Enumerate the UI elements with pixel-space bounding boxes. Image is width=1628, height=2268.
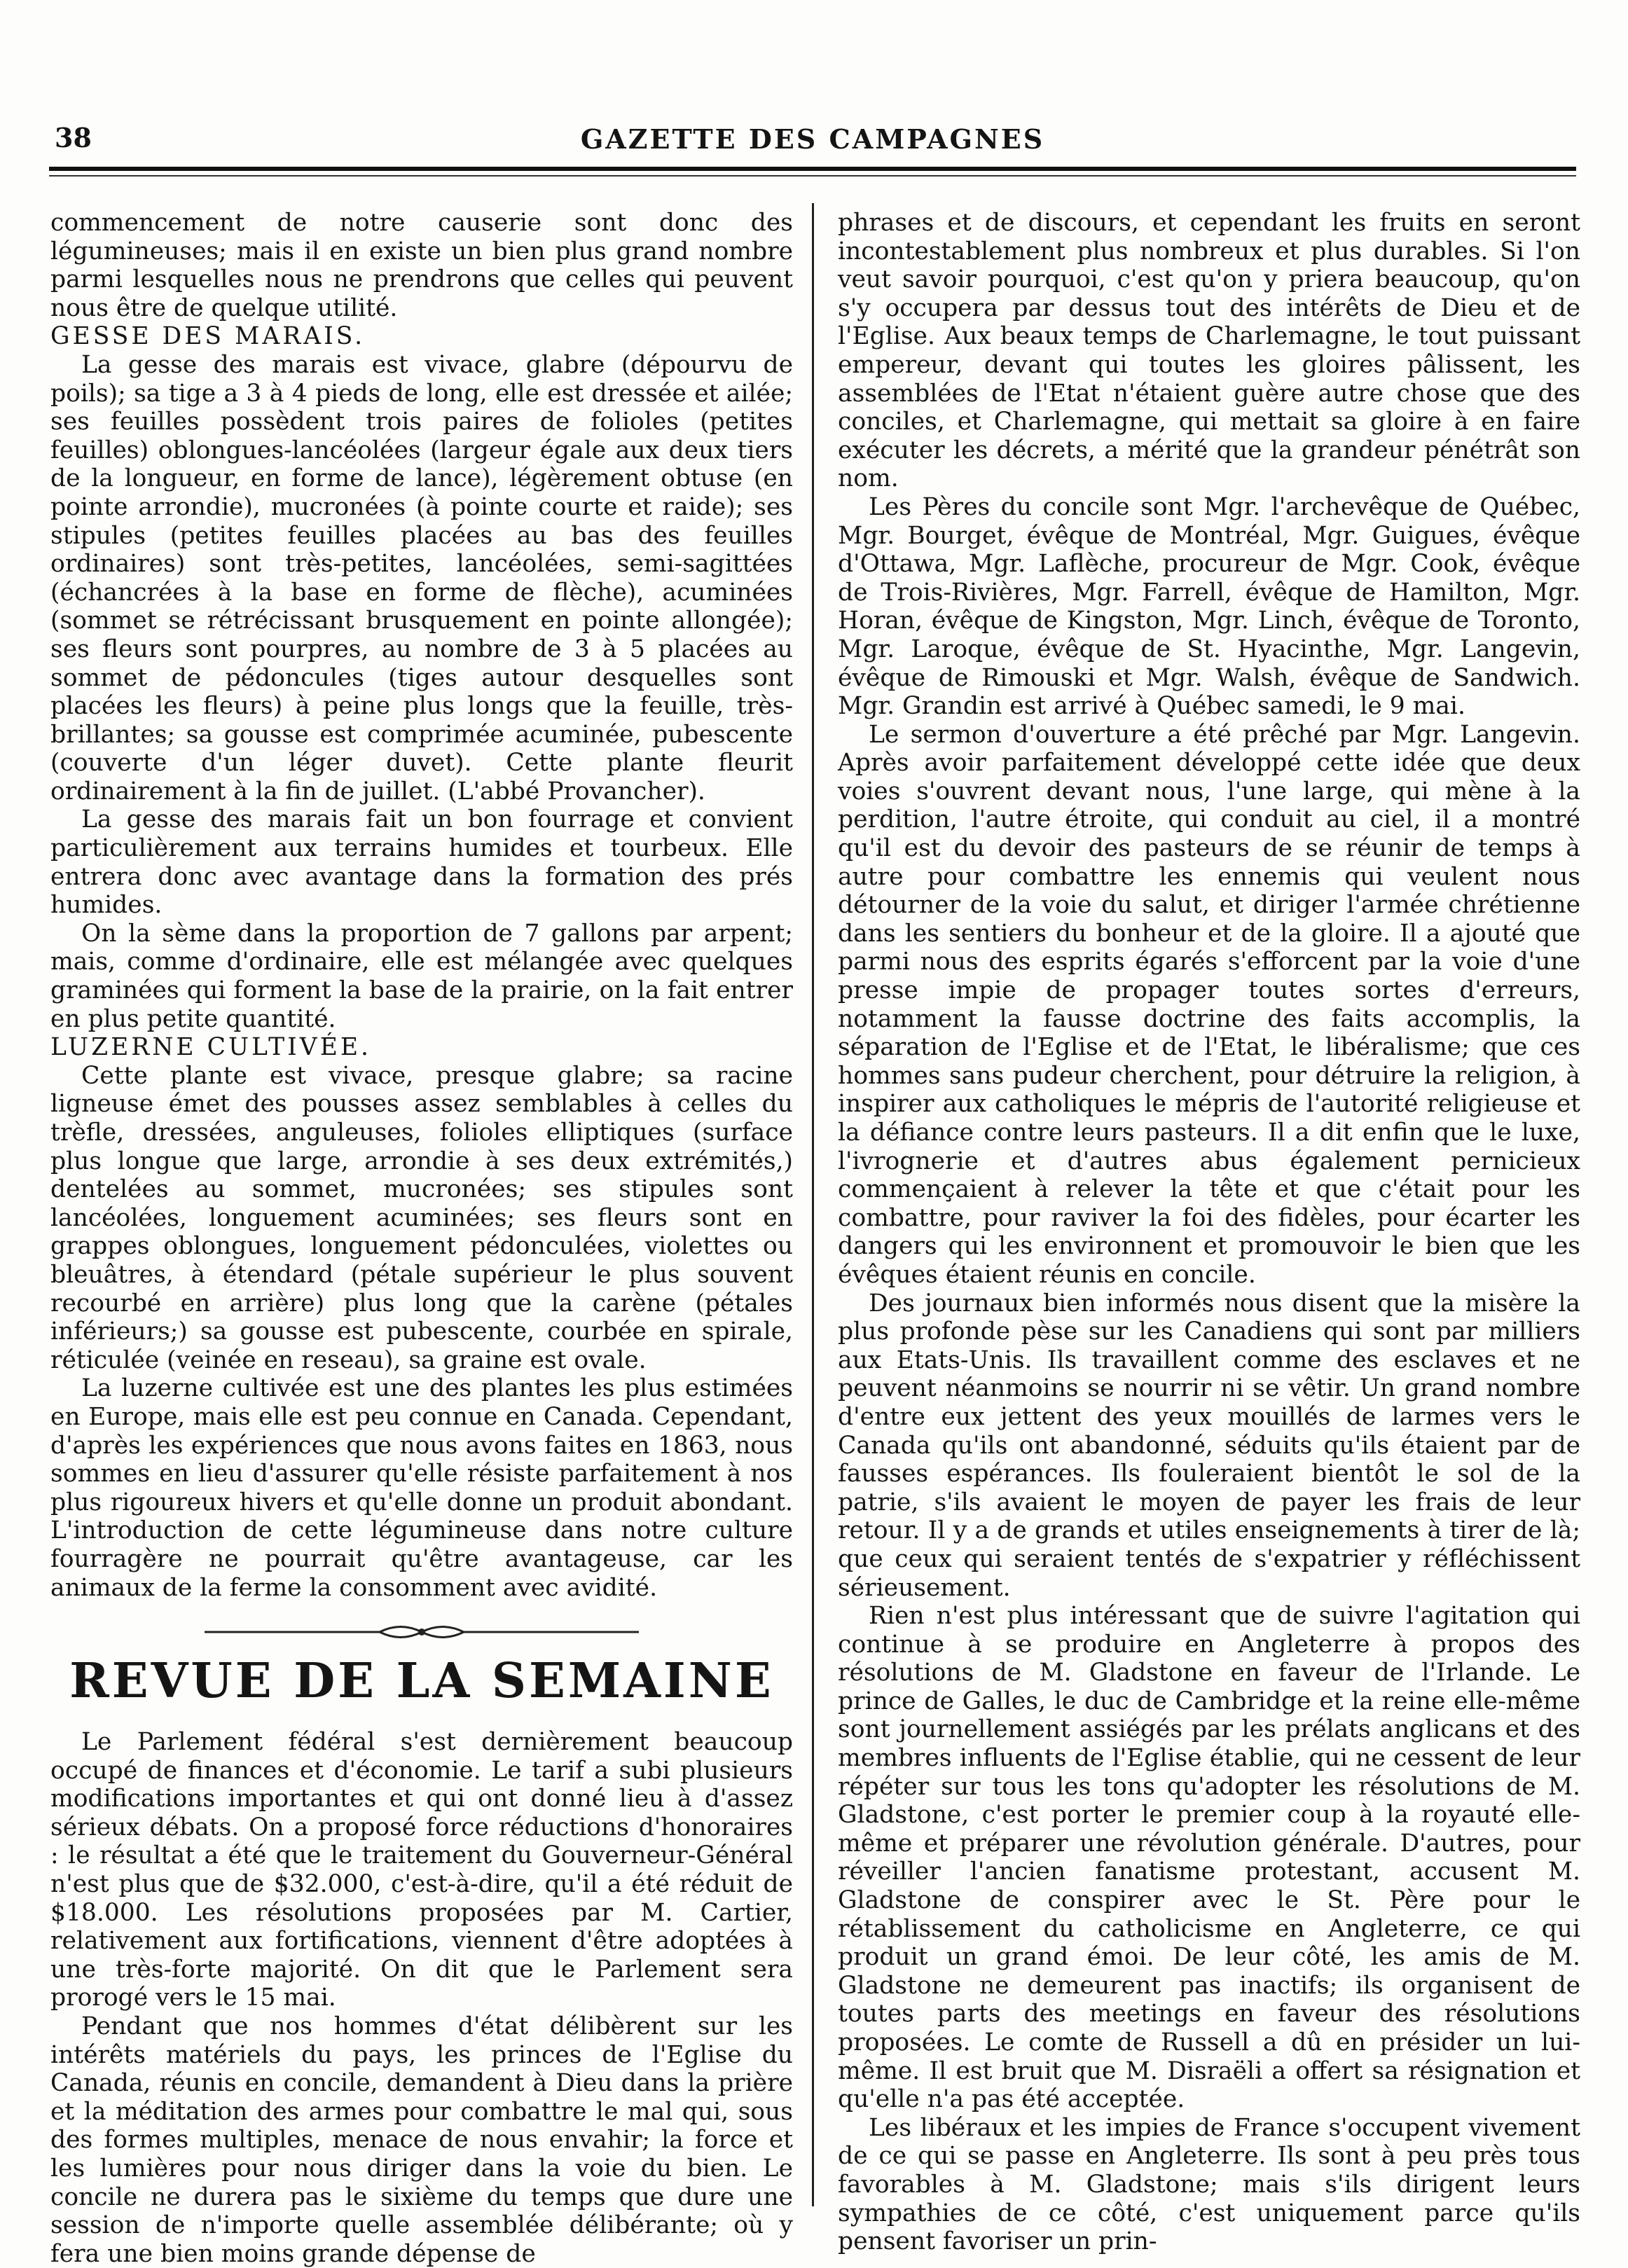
paragraph: La luzerne cultivée est une des plantes les plus estimées en Europe, mais elle est peu connue en Canada. Cependant, d'après les expériences que nous avons faites en 1863, nous sommes en lieu d'assurer qu'elle résiste parfaitement à nos plus rigoureux hivers et qu'elle donne un produit abondant. L'introduction de cette légumineuse dans notre culture fourragère ne pourrait qu'être avantageuse, car les animaux de la ferme la consomment avec avidité.	[50, 1374, 793, 1602]
subheading-gesse-des-marais: GESSE DES MARAIS.	[50, 322, 366, 351]
section-title: REVUE DE LA SEMAINE	[69, 1653, 774, 1710]
header-rule-thin	[49, 175, 1576, 177]
paragraph: On la sème dans la proportion de 7 gallons par arpent; mais, comme d'ordinaire, elle est mélangée avec quelques graminées qui forment la base de la prairie, on la fait entrer en plus petite quantité.	[50, 919, 793, 1033]
paragraph: Les Pères du concile sont Mgr. l'archevêque de Québec, Mgr. Bourget, évêque de Montréal, Mgr. Guigues, évêque d'Ottawa, Mgr. Laflèche, procureur de Mgr. Cook, évêque de Trois-Rivières, Mgr. Farrell, évêque de Hamilton, Mgr. Horan, évêque de Kingston, Mgr. Linch, évêque de Toronto, Mgr. Laroque, évêque de St. Hyacinthe, Mgr. Langevin, évêque de Rimouski et Mgr. Walsh, évêque de Sandwich. Mgr. Grandin est arrivé à Québec samedi, le 9 mai.	[838, 492, 1580, 721]
header-rule-thick	[49, 167, 1576, 171]
left-column	[50, 209, 793, 2268]
paragraph: La gesse des marais est vivace, glabre (dépourvu de poils); sa tige a 3 à 4 pieds de long, elle est dressée et ailée; ses feuilles possèdent trois paires de folioles (petites feuilles) oblongues-lancéolées (largeur égale aux deux tiers de la longueur, en forme de lance), légèrement obtuse (en pointe arrondie), mucronées (à pointe courte et raide); ses stipules (petites feuilles placées au bas des feuilles ordinaires) sont très-petites, lancéolées, semi-sagittées (échancrées à la base en forme de flèche), acuminées (sommet se rétrécissant brusquement en pointe allongée); ses fleurs sont pourpres, au nombre de 3 à 5 placées au sommet de pédoncules (tiges autour desquelles sont placées les fleurs) à peine plus longs que la feuille, très-brillantes; sa gousse est comprimée acuminée, pubescente (couverte d'un léger duvet). Cette plante fleurit ordinairement à la fin de juillet. (L'abbé Provancher).	[50, 350, 793, 805]
paragraph: Rien n'est plus intéressant que de suivre l'agitation qui continue à se produire en Angleterre à propos des résolutions de M. Gladstone en faveur de l'Irlande. Le prince de Galles, le duc de Cambridge et la reine elle-même sont journellement assiégés par les prélats anglicans et des membres influents de l'Eglise établie, qui ne cessent de leur répéter sur tous les tons qu'adopter les résolutions de M. Gladstone, c'est porter le premier coup à la royauté elle-même et préparer une révolution générale. D'autres, pour réveiller l'ancien fanatisme protestant, accusent M. Gladstone de conspirer avec le St. Père pour le rétablissement du catholicisme en Angleterre, ce qui produit un grand émoi. De leur côté, les amis de M. Gladstone ne demeurent pas inactifs; ils organisent de toutes parts des meetings en faveur des résolutions proposées. Le comte de Russell a dû en présider un lui-même. Il est bruit que M. Disraëli a offert sa résignation et qu'elle n'a pas été acceptée.	[838, 1602, 1580, 2114]
paragraph: La gesse des marais fait un bon fourrage et convient particulièrement aux terrains humides et tourbeux. Elle entrera donc avec avantage dans la formation des prés humides.	[50, 805, 793, 920]
paragraph: Le Parlement fédéral s'est dernièrement beaucoup occupé de finances et d'économie. Le tarif a subi plusieurs modifications importantes et qui ont donné lieu à d'assez sérieux débats. On a proposé force réductions d'honoraires : le résultat a été que le traitement du Gouverneur-Général n'est plus que de $32.000, c'est-à-dire, qu'il a été réduit de $18.000. Les résolutions proposées par M. Cartier, relativement aux fortifications, viennent d'être adoptées à une très-forte majorité. On dit que le Parlement sera prorogé vers le 15 mai.	[50, 1728, 793, 2012]
page-header	[49, 120, 1576, 163]
column-divider	[812, 203, 814, 2206]
paragraph: commencement de notre causerie sont donc des légumineuses; mais il en existe un bien plus grand nombre parmi lesquelles nous ne prendrons que celles qui peuvent nous être de quelque utilité.	[50, 209, 793, 322]
ornament-divider-icon	[205, 1622, 639, 1643]
paragraph: Les libéraux et les impies de France s'occupent vivement de ce qui se passe en Angleterre. Ils sont à peu près tous favorables à M. Gladstone; mais s'ils dirigent leurs sympathies de ce côté, c'est uniquement parce qu'ils pensent favoriser un prin-	[838, 2113, 1580, 2256]
running-title: GAZETTE DES CAMPAGNES	[580, 123, 1045, 155]
paragraph: Des journaux bien informés nous disent que la misère la plus profonde pèse sur les Canadiens qui sont par milliers aux Etats-Unis. Ils travaillent comme des esclaves et ne peuvent néanmoins se nourrir ni se vêtir. Un grand nombre d'entre eux jettent des yeux mouillés de larmes vers le Canada qu'ils ont abandonné, séduits qu'ils étaient par de fausses espérances. Ils fouleraient bientôt le sol de la patrie, s'ils avaient le moyen de payer les frais de leur retour. Il y a de grands et utiles enseignements à tirer de là; que ceux qui seraient tentés de s'expatrier y réfléchissent sérieusement.	[838, 1289, 1580, 1602]
right-column	[838, 209, 1580, 2256]
paragraph: Le sermon d'ouverture a été prêché par Mgr. Langevin. Après avoir parfaitement développé cette idée que deux voies s'ouvrent devant nous, l'une large, qui mène à la perdition, l'autre étroite, qui conduit au ciel, il a montré qu'il est du devoir des pasteurs de se réunir de temps à autre pour combattre les ennemis qui veulent nous détourner de la voie du salut, et diriger l'armée chrétienne dans les sentiers du bonheur et de la gloire. Il a ajouté que parmi nous des esprits égarés s'efforcent par la voie d'une presse impie de propager toutes sortes d'erreurs, notamment la fausse doctrine des faits accomplis, la séparation de l'Eglise et de l'Etat, le libéralisme; que ces hommes sans pudeur cherchent, pour détruire la religion, à inspirer aux catholiques le mépris de l'autorité religieuse et la défiance contre leurs pasteurs. Il a dit enfin que le luxe, l'ivrognerie et d'autres abus également pernicieux commençaient à relever la tête et que c'était pour les combattre, pour raviver la foi des fidèles, pour écarter les dangers qui les environnent et promouvoir le bien que les évêques étaient réunis en concile.	[838, 720, 1580, 1289]
paragraph: Pendant que nos hommes d'état délibèrent sur les intérêts matériels du pays, les princes de l'Eglise du Canada, réunis en concile, demandent à Dieu dans la prière et la méditation des armes pour combattre le mal qui, sous des formes multiples, menace de nous envahir; la force et les lumières pour nous diriger dans la voie du bien. Le concile ne durera pas le sixième du temps que dure une session de n'importe quelle assemblée délibérante; où y fera une bien moins grande dépense de	[50, 2012, 793, 2268]
page-number: 38	[55, 122, 92, 153]
ornamental-rule	[205, 1622, 639, 1643]
paragraph: phrases et de discours, et cependant les fruits en seront incontestablement plus nombreux et plus durables. Si l'on veut savoir pourquoi, c'est qu'on y priera beaucoup, qu'on s'y occupera par dessus tout des intérêts de Dieu et de l'Eglise. Aux beaux temps de Charlemagne, le tout puissant empereur, devant qui toutes les gloires pâlissent, les assemblées de l'Etat n'étaient guère autre chose que des conciles, et Charlemagne, qui mettait sa gloire à en faire exécuter les décrets, a mérité que la grandeur pénétrât son nom.	[838, 209, 1580, 493]
paragraph: Cette plante est vivace, presque glabre; sa racine ligneuse émet des pousses assez semblables à celles du trèfle, dressées, anguleuses, folioles elliptiques (surface plus longue que large, arrondie à ses deux extrémités,) dentelées au sommet, mucronées; ses stipules sont lancéolées, longuement acuminées; ses fleurs sont en grappes oblongues, longuement pédonculées, violettes ou bleuâtres, à étendard (pétale supérieur le plus souvent recourbé en arrière) plus long que la carène (pétales inférieurs;) sa gousse est pubescente, courbée en spirale, réticulée (veinée en reseau), sa graine est ovale.	[50, 1061, 793, 1374]
subheading-luzerne-cultivee: LUZERNE CULTIVÉE.	[50, 1033, 372, 1062]
